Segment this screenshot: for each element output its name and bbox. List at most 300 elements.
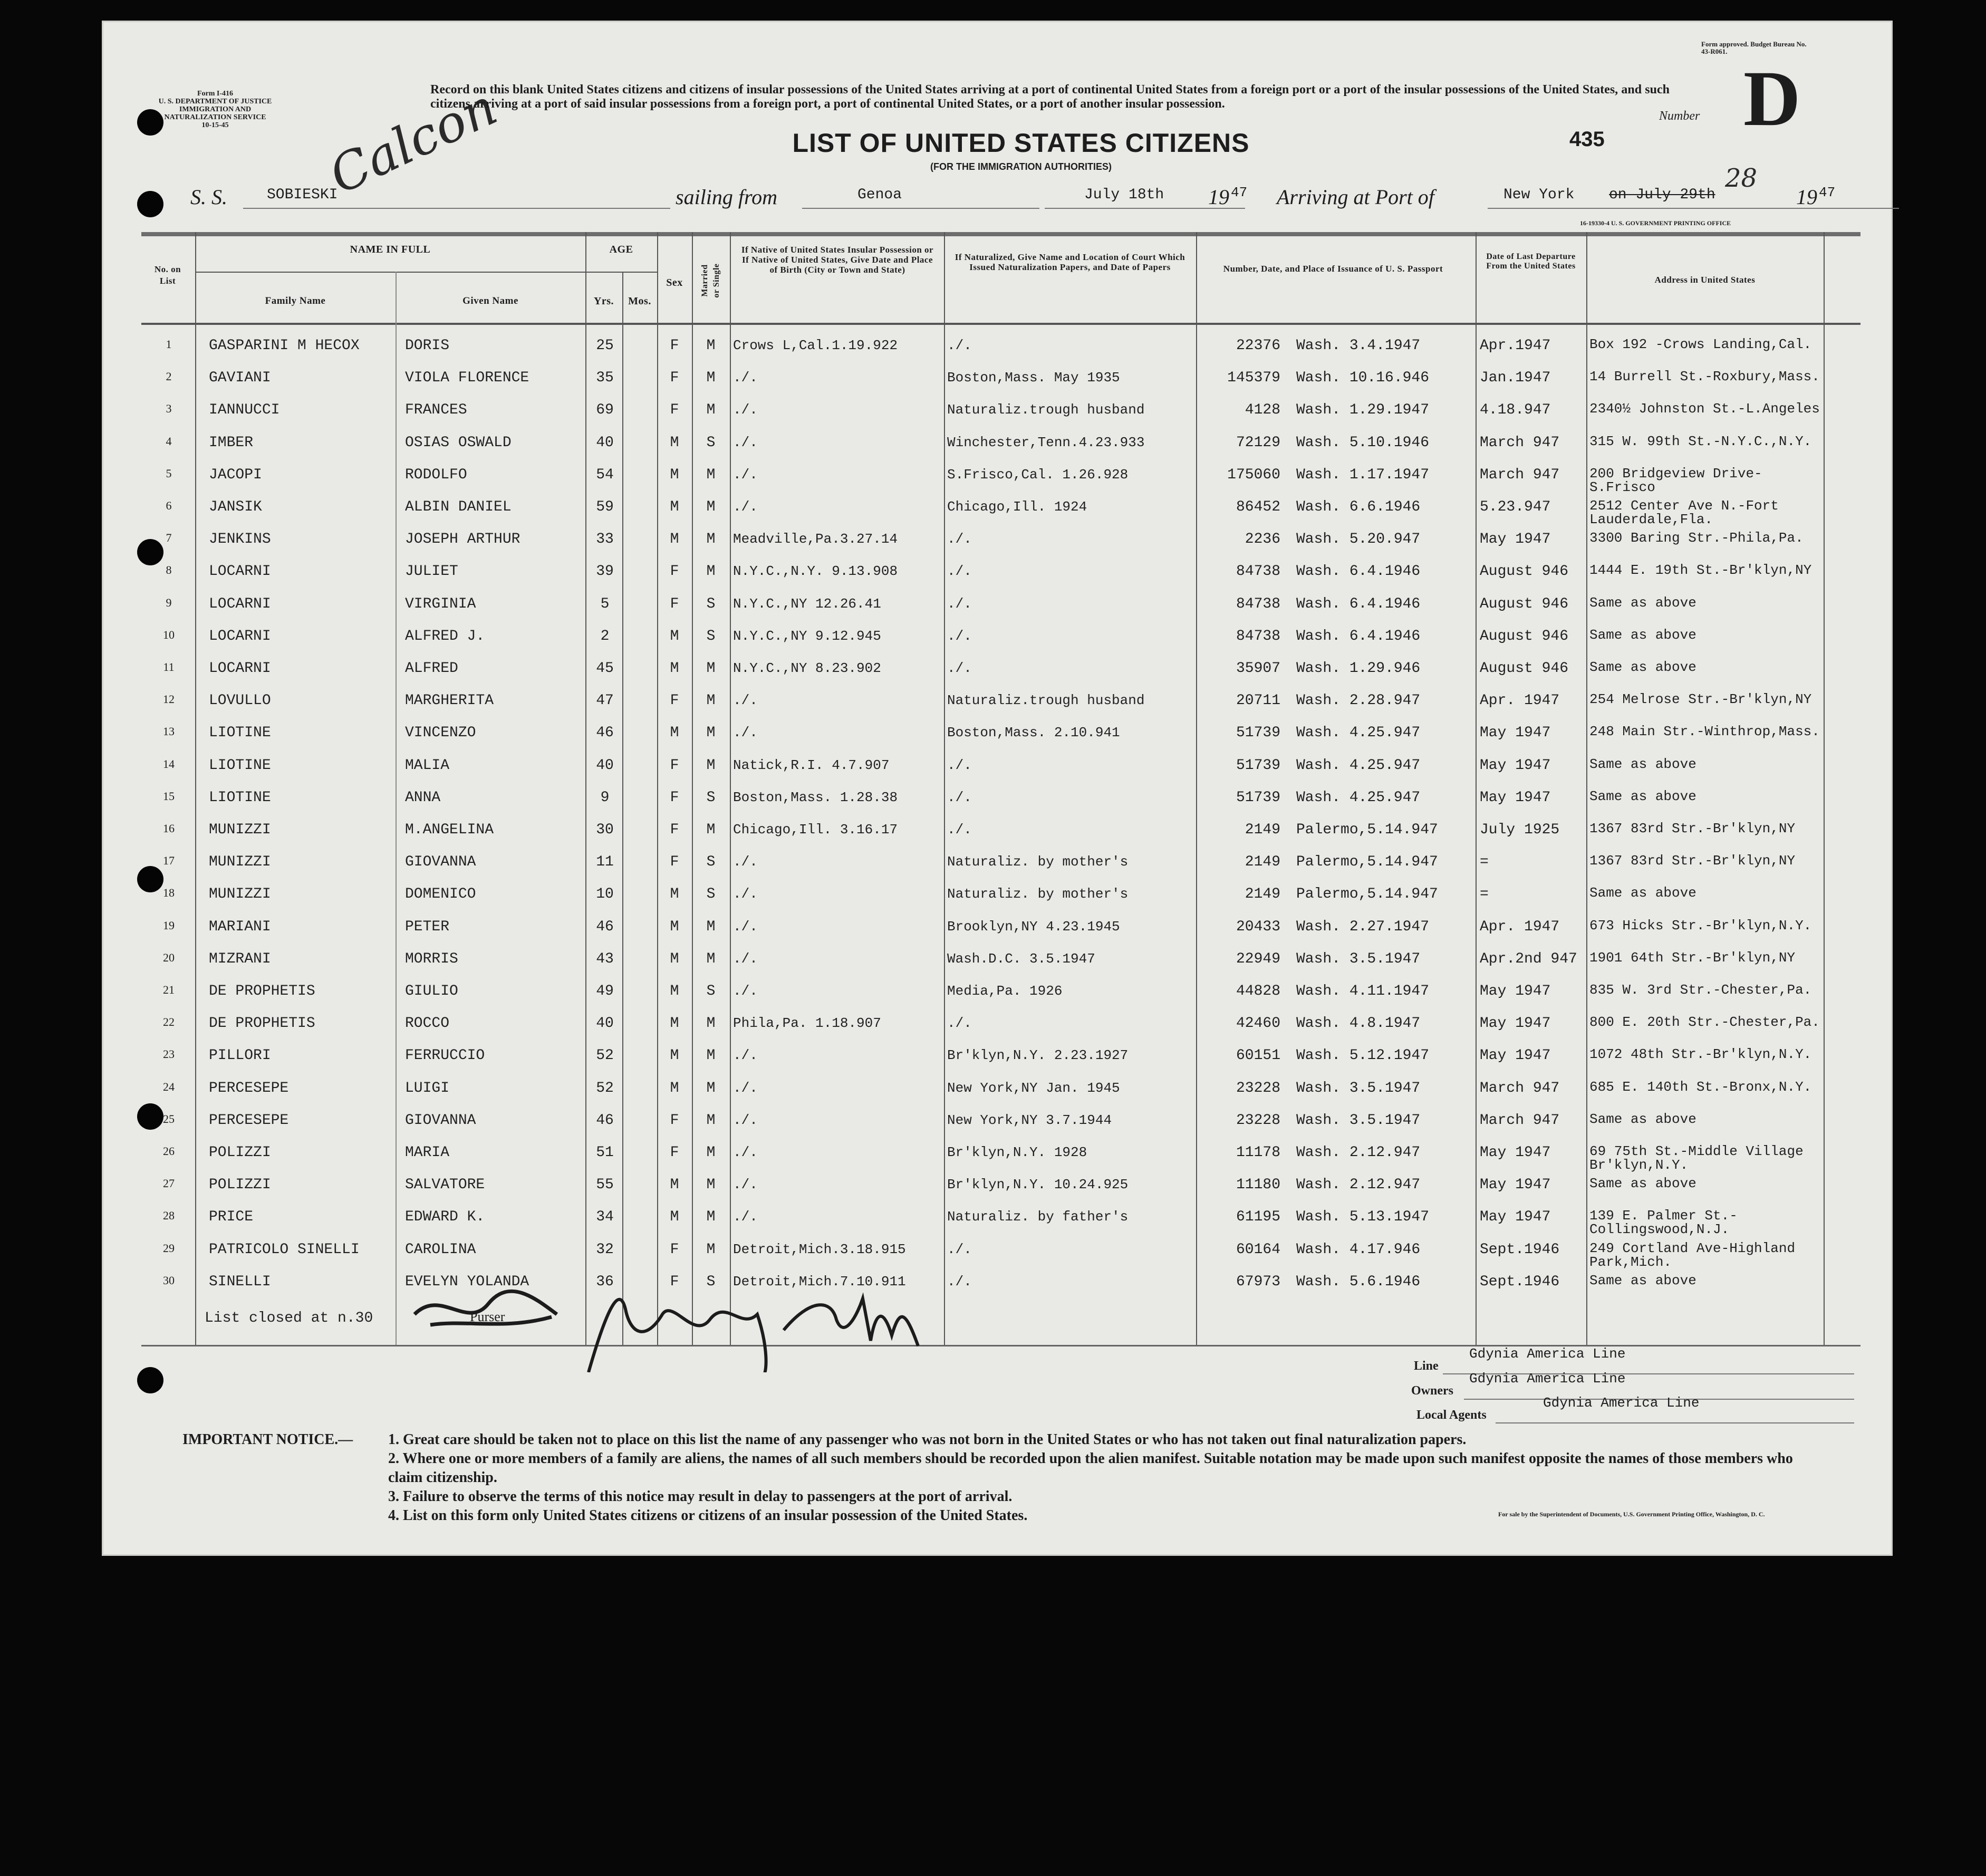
naturalization-info: Brooklyn,NY 4.23.1945 <box>947 918 1120 935</box>
marital-status: S <box>706 854 716 871</box>
sex: M <box>670 499 679 515</box>
birth-info: ./. <box>733 725 758 741</box>
sex: M <box>670 983 679 999</box>
marital-status: M <box>706 466 716 483</box>
row-number: 8 <box>166 563 172 577</box>
passport-issue: Palermo,5.14.947 <box>1296 822 1438 838</box>
family-name: POLIZZI <box>209 1177 271 1194</box>
sex: F <box>670 595 679 612</box>
age-years: 32 <box>596 1241 614 1258</box>
us-address: 139 E. Palmer St.-Collingswood,N.J. <box>1589 1208 1738 1238</box>
sex: M <box>670 1209 679 1226</box>
given-name: GIULIO <box>405 983 458 999</box>
sex: F <box>670 1112 679 1129</box>
marital-status: S <box>706 789 716 806</box>
naturalization-info: Naturaliz. by mother's <box>947 854 1129 870</box>
sex: M <box>670 660 679 677</box>
given-name: VINCENZO <box>405 725 476 742</box>
last-departure: March 947 <box>1480 434 1560 451</box>
us-address: 800 E. 20th Str.-Chester,Pa. <box>1589 1014 1820 1031</box>
family-name: GASPARINI M HECOX <box>209 338 360 354</box>
sex: M <box>670 1080 679 1096</box>
naturalization-info: Naturaliz. by mother's <box>947 886 1129 902</box>
table-row <box>141 655 1860 687</box>
family-name: GAVIANI <box>209 370 271 387</box>
given-name: LUIGI <box>405 1080 450 1096</box>
passport-number: 4128 <box>1245 402 1280 419</box>
given-name: JULIET <box>405 563 458 580</box>
row-number: 15 <box>163 789 175 803</box>
notice-heading: IMPORTANT NOTICE.— <box>182 1431 353 1448</box>
given-name: DORIS <box>405 338 450 354</box>
passport-issue: Wash. 2.12.947 <box>1296 1144 1421 1161</box>
given-name: RODOLFO <box>405 466 467 483</box>
marital-status: M <box>706 531 716 548</box>
row-number: 1 <box>166 338 172 351</box>
passport-number: 23228 <box>1236 1080 1280 1096</box>
passport-number: 145379 <box>1227 370 1280 387</box>
family-name: JENKINS <box>209 531 271 548</box>
marital-status: M <box>706 1209 716 1226</box>
last-departure: August 946 <box>1480 660 1569 677</box>
birth-info: Phila,Pa. 1.18.907 <box>733 1015 881 1032</box>
naturalization-info: Boston,Mass. May 1935 <box>947 370 1120 386</box>
age-years: 49 <box>596 983 614 999</box>
arrival-year-prefix: 19 <box>1796 185 1817 209</box>
age-years: 46 <box>596 725 614 742</box>
us-address: 1072 48th Str.-Br'klyn,N.Y. <box>1589 1046 1812 1063</box>
sex: M <box>670 1177 679 1194</box>
us-address: 200 Bridgeview Drive-S.Frisco <box>1589 465 1762 495</box>
us-address: 685 E. 140th St.-Bronx,N.Y. <box>1589 1079 1812 1095</box>
age-years: 39 <box>596 563 614 580</box>
table-row <box>141 913 1860 946</box>
table-row <box>141 719 1860 752</box>
us-address: 673 Hicks Str.-Br'klyn,N.Y. <box>1589 917 1812 934</box>
passport-number: 11178 <box>1236 1144 1280 1161</box>
list-closed-text: List closed at n.30 <box>205 1310 373 1326</box>
passport-issue: Wash. 6.4.1946 <box>1296 628 1421 644</box>
arrival-year: 47 <box>1819 185 1836 200</box>
passport-issue: Wash. 3.5.1947 <box>1296 1112 1421 1129</box>
given-name: CAROLINA <box>405 1241 476 1258</box>
from-port: Genoa <box>857 187 902 203</box>
age-years: 40 <box>596 1015 614 1032</box>
age-years: 5 <box>600 595 610 612</box>
last-departure: March 947 <box>1480 1080 1560 1096</box>
us-address: 3300 Baring Str.-Phila,Pa. <box>1589 530 1804 546</box>
birth-info: ./. <box>733 1047 758 1064</box>
naturalization-info: ./. <box>947 531 972 547</box>
row-number: 30 <box>163 1273 175 1287</box>
row-number: 13 <box>163 725 175 738</box>
citizens-table <box>141 232 1860 1345</box>
passport-number: 2149 <box>1245 854 1280 871</box>
passport-issue: Wash. 2.27.1947 <box>1296 918 1430 935</box>
age-years: 35 <box>596 370 614 387</box>
family-name: LIOTINE <box>209 757 271 774</box>
last-departure: Sept.1946 <box>1480 1273 1560 1290</box>
naturalization-info: ./. <box>947 660 972 676</box>
punch-hole <box>137 191 163 217</box>
table-row <box>141 784 1860 816</box>
birth-info: ./. <box>733 466 758 483</box>
passport-issue: Wash. 4.11.1947 <box>1296 983 1430 999</box>
header-passport: Number, Date, and Place of Issuance of U. S. Passport <box>1223 264 1443 274</box>
age-years: 46 <box>596 1112 614 1129</box>
row-number: 2 <box>166 370 172 383</box>
row-number: 24 <box>163 1080 175 1093</box>
header-sex: Sex <box>666 277 683 288</box>
manifest-sheet <box>103 22 1891 1554</box>
birth-info: N.Y.C.,N.Y. 9.13.908 <box>733 563 898 580</box>
table-row <box>141 1139 1860 1171</box>
family-name: JANSIK <box>209 499 262 515</box>
last-departure: August 946 <box>1480 563 1569 580</box>
printer-code: 16-19330-4 U. S. GOVERNMENT PRINTING OFFICE <box>1580 219 1731 227</box>
family-name: PATRICOLO SINELLI <box>209 1241 360 1258</box>
table-row <box>141 849 1860 881</box>
given-name: EVELYN YOLANDA <box>405 1273 529 1290</box>
header-age: AGE <box>609 244 633 255</box>
marital-status: M <box>706 757 716 774</box>
naturalization-info: Br'klyn,N.Y. 1928 <box>947 1144 1087 1160</box>
depart-year-prefix: 19 <box>1208 185 1229 209</box>
us-address: 249 Cortland Ave-Highland Park,Mich. <box>1589 1240 1796 1270</box>
last-departure: Jan.1947 <box>1480 370 1551 387</box>
given-name: OSIAS OSWALD <box>405 434 512 451</box>
passport-issue: Wash. 1.29.946 <box>1296 660 1421 677</box>
given-name: MALIA <box>405 757 450 774</box>
last-departure: August 946 <box>1480 628 1569 644</box>
marital-status: M <box>706 1015 716 1032</box>
last-departure: May 1947 <box>1480 725 1551 742</box>
age-years: 25 <box>596 338 614 354</box>
family-name: LOCARNI <box>209 563 271 580</box>
table-row <box>141 461 1860 494</box>
marital-status: M <box>706 499 716 515</box>
naturalization-info: ./. <box>947 1015 972 1032</box>
passport-issue: Wash. 6.4.1946 <box>1296 595 1421 612</box>
sex: M <box>670 725 679 742</box>
marital-status: M <box>706 660 716 677</box>
row-number: 14 <box>163 757 175 771</box>
given-name: GIOVANNA <box>405 1112 476 1129</box>
marital-status: M <box>706 1112 716 1129</box>
given-name: ANNA <box>405 789 441 806</box>
arrival-correction: 28 <box>1725 163 1758 193</box>
passport-number: 51739 <box>1236 789 1280 806</box>
row-number: 10 <box>163 628 175 641</box>
birth-info: ./. <box>733 692 758 709</box>
sex: M <box>670 1015 679 1032</box>
naturalization-info: ./. <box>947 789 972 805</box>
page-number: 435 <box>1569 128 1605 151</box>
age-years: 47 <box>596 692 614 709</box>
family-name: IANNUCCI <box>209 402 280 419</box>
header-naturalized: If Naturalized, Give Name and Location of Court Which Issued Naturalization Papers, and Date of Papers <box>955 252 1185 272</box>
us-address: Same as above <box>1589 788 1696 804</box>
family-name: MUNIZZI <box>209 854 271 871</box>
marital-status: M <box>706 725 716 742</box>
table-row <box>141 816 1860 849</box>
passport-issue: Wash. 1.29.1947 <box>1296 402 1430 419</box>
ship-name: SOBIESKI <box>267 187 338 203</box>
family-name: LOVULLO <box>209 692 271 709</box>
passport-number: 51739 <box>1236 725 1280 742</box>
age-years: 52 <box>596 1047 614 1064</box>
sex: F <box>670 338 679 354</box>
age-years: 59 <box>596 499 614 515</box>
naturalization-info: Naturaliz. by father's <box>947 1209 1129 1225</box>
last-departure: May 1947 <box>1480 789 1551 806</box>
last-departure: Apr. 1947 <box>1480 692 1560 709</box>
owners-value: Gdynia America Line <box>1469 1371 1626 1387</box>
us-address: 1444 E. 19th St.-Br'klyn,NY <box>1589 562 1812 579</box>
passport-issue: Wash. 4.25.947 <box>1296 757 1421 774</box>
us-address: Same as above <box>1589 1176 1696 1192</box>
row-number: 11 <box>163 660 175 674</box>
sex: F <box>670 370 679 387</box>
agents-value: Gdynia America Line <box>1543 1395 1700 1411</box>
given-name: FRANCES <box>405 402 467 419</box>
passport-issue: Wash. 4.25.947 <box>1296 725 1421 742</box>
us-address: 2512 Center Ave N.-Fort Lauderdale,Fla. <box>1589 498 1779 527</box>
last-departure: March 947 <box>1480 466 1560 483</box>
instruction-text: Record on this blank United States citizens and citizens of insular possessions of the United States arriving at a port of continental United States from a foreign port or a port of the insular possessions of the United States, and such citizens arriving at a port of said insular possessions from a foreign port, a port of continental United States, or a port of another insular possession. <box>430 83 1670 111</box>
given-name: DOMENICO <box>405 886 476 903</box>
sex: F <box>670 789 679 806</box>
table-row <box>141 687 1860 719</box>
marital-status: M <box>706 402 716 419</box>
given-name: GIOVANNA <box>405 854 476 871</box>
row-number: 21 <box>163 983 175 996</box>
line-value: Gdynia America Line <box>1469 1346 1626 1362</box>
marital-status: M <box>706 1144 716 1161</box>
passport-number: 67973 <box>1236 1273 1280 1290</box>
family-name: LOCARNI <box>209 595 271 612</box>
naturalization-info: ./. <box>947 628 972 644</box>
given-name: ALBIN DANIEL <box>405 499 512 515</box>
last-departure: August 946 <box>1480 595 1569 612</box>
family-name: LOCARNI <box>209 628 271 644</box>
birth-info: ./. <box>733 854 758 870</box>
notice-item-3: 3. Failure to observe the terms of this notice may result in delay to passengers at the port of arrival. <box>388 1488 1013 1505</box>
naturalization-info: Boston,Mass. 2.10.941 <box>947 725 1120 741</box>
family-name: LIOTINE <box>209 725 271 742</box>
line-label: Line <box>1414 1359 1439 1373</box>
table-row <box>141 1010 1860 1042</box>
row-number: 9 <box>166 595 172 609</box>
row-number: 16 <box>163 822 175 835</box>
header-married-single: Married or Single <box>700 263 721 298</box>
family-name: PERCESEPE <box>209 1080 289 1096</box>
passport-issue: Wash. 4.17.946 <box>1296 1241 1421 1258</box>
naturalization-info: Br'klyn,N.Y. 2.23.1927 <box>947 1047 1129 1064</box>
us-address: 2340½ Johnston St.-L.Angeles <box>1589 401 1820 417</box>
naturalization-info: Wash.D.C. 3.5.1947 <box>947 950 1095 967</box>
row-number: 26 <box>163 1144 175 1158</box>
table-row <box>141 1236 1860 1268</box>
family-name: MUNIZZI <box>209 822 271 838</box>
sailing-label: sailing from <box>676 185 777 209</box>
form-date: 10-15-45 <box>201 121 229 129</box>
service: IMMIGRATION AND NATURALIZATION SERVICE <box>164 105 266 121</box>
passport-issue: Wash. 3.5.1947 <box>1296 1080 1421 1096</box>
passport-number: 2149 <box>1245 822 1280 838</box>
us-address: 1367 83rd Str.-Br'klyn,NY <box>1589 853 1796 869</box>
passport-number: 42460 <box>1236 1015 1280 1032</box>
sex: M <box>670 466 679 483</box>
arrival-date: on July 29th <box>1609 187 1715 203</box>
age-years: 54 <box>596 466 614 483</box>
row-number: 27 <box>163 1177 175 1190</box>
naturalization-info: ./. <box>947 1273 972 1290</box>
passport-number: 2149 <box>1245 886 1280 903</box>
given-name: SALVATORE <box>405 1177 485 1194</box>
row-number: 22 <box>163 1015 175 1029</box>
birth-info: ./. <box>733 370 758 386</box>
handwritten-note: Calcon <box>321 77 506 206</box>
table-row <box>141 1107 1860 1139</box>
passport-number: 175060 <box>1227 466 1280 483</box>
marital-status: M <box>706 1241 716 1258</box>
birth-info: ./. <box>733 434 758 450</box>
table-row <box>141 494 1860 526</box>
given-name: VIOLA FLORENCE <box>405 370 529 387</box>
naturalization-info: ./. <box>947 822 972 838</box>
family-name: MUNIZZI <box>209 886 271 903</box>
family-name: LIOTINE <box>209 789 271 806</box>
passport-number: 22949 <box>1236 950 1280 967</box>
passport-number: 84738 <box>1236 628 1280 644</box>
row-number: 25 <box>163 1112 175 1125</box>
table-row <box>141 978 1860 1010</box>
marital-status: S <box>706 595 716 612</box>
last-departure: Sept.1946 <box>1480 1241 1560 1258</box>
sex: F <box>670 402 679 419</box>
age-years: 52 <box>596 1080 614 1096</box>
table-row <box>141 623 1860 655</box>
naturalization-info: Media,Pa. 1926 <box>947 983 1063 999</box>
sex: M <box>670 1047 679 1064</box>
row-number: 4 <box>166 434 172 448</box>
family-name: PRICE <box>209 1209 254 1226</box>
us-address: Same as above <box>1589 627 1696 643</box>
naturalization-info: Naturaliz.trough husband <box>947 402 1145 418</box>
last-departure: May 1947 <box>1480 1177 1551 1194</box>
last-departure: 5.23.947 <box>1480 499 1551 515</box>
birth-info: ./. <box>733 950 758 967</box>
table-row <box>141 526 1860 558</box>
passport-number: 86452 <box>1236 499 1280 515</box>
marital-status: M <box>706 370 716 387</box>
marital-status: M <box>706 918 716 935</box>
given-name: MARGHERITA <box>405 692 494 709</box>
sex: F <box>670 822 679 838</box>
birth-info: N.Y.C.,NY 12.26.41 <box>733 595 881 612</box>
passport-number: 23228 <box>1236 1112 1280 1129</box>
row-number: 18 <box>163 886 175 900</box>
passport-number: 35907 <box>1236 660 1280 677</box>
naturalization-info: ./. <box>947 563 972 580</box>
table-row <box>141 591 1860 623</box>
age-years: 33 <box>596 531 614 548</box>
depart-date: July 18th <box>1084 187 1164 203</box>
naturalization-info: S.Frisco,Cal. 1.26.928 <box>947 466 1129 483</box>
row-number: 20 <box>163 950 175 964</box>
marital-status: S <box>706 886 716 903</box>
arriving-label: Arriving at Port of <box>1277 185 1434 209</box>
last-departure: May 1947 <box>1480 1015 1551 1032</box>
given-name: FERRUCCIO <box>405 1047 485 1064</box>
arrival-port: New York <box>1503 187 1575 203</box>
sex: F <box>670 563 679 580</box>
birth-info: ./. <box>733 402 758 418</box>
header-given-name: Given Name <box>462 295 518 306</box>
family-name: JACOPI <box>209 466 262 483</box>
number-value: D <box>1743 55 1801 142</box>
marital-status: S <box>706 434 716 451</box>
sex: F <box>670 1273 679 1290</box>
sex: M <box>670 918 679 935</box>
given-name: JOSEPH ARTHUR <box>405 531 520 548</box>
header-family-name: Family Name <box>265 295 326 306</box>
sex: M <box>670 628 679 644</box>
us-address: Same as above <box>1589 594 1696 611</box>
age-years: 45 <box>596 660 614 677</box>
budget-note: Form approved. Budget Bureau No. 43-R061. <box>1701 40 1807 55</box>
last-departure: May 1947 <box>1480 983 1551 999</box>
table-row <box>141 397 1860 429</box>
birth-info: N.Y.C.,NY 8.23.902 <box>733 660 881 676</box>
header-mos: Mos. <box>628 295 651 307</box>
naturalization-info: Chicago,Ill. 1924 <box>947 499 1087 515</box>
sex: F <box>670 1241 679 1258</box>
marital-status: M <box>706 822 716 838</box>
family-name: SINELLI <box>209 1273 271 1290</box>
us-address: Same as above <box>1589 1272 1696 1288</box>
table-row <box>141 946 1860 978</box>
header-address: Address in United States <box>1654 275 1756 285</box>
us-address: Same as above <box>1589 1111 1696 1127</box>
age-years: 34 <box>596 1209 614 1226</box>
age-years: 40 <box>596 757 614 774</box>
notice-item-4: 4. List on this form only United States citizens or citizens of an insular possession of the United States. <box>388 1507 1028 1524</box>
us-address: 1367 83rd Str.-Br'klyn,NY <box>1589 821 1796 836</box>
naturalization-info: ./. <box>947 1241 972 1257</box>
form-title: LIST OF UNITED STATES CITIZENS <box>792 128 1250 158</box>
table-row <box>141 1204 1860 1236</box>
age-years: 11 <box>596 854 614 871</box>
us-address: 254 Melrose Str.-Br'klyn,NY <box>1589 691 1812 708</box>
birth-info: ./. <box>733 1177 758 1193</box>
age-years: 55 <box>596 1177 614 1194</box>
family-name: PERCESEPE <box>209 1112 289 1129</box>
row-number: 23 <box>163 1047 175 1061</box>
agents-label: Local Agents <box>1416 1408 1487 1422</box>
passport-number: 44828 <box>1236 983 1280 999</box>
age-years: 69 <box>596 402 614 419</box>
marital-status: S <box>706 983 716 999</box>
passport-issue: Wash. 5.10.1946 <box>1296 434 1430 451</box>
table-row <box>141 1171 1860 1204</box>
sex: F <box>670 692 679 709</box>
header-no-on-list: No. on List <box>154 264 181 286</box>
row-number: 12 <box>163 692 175 706</box>
form-subtitle: (FOR THE IMMIGRATION AUTHORITIES) <box>930 161 1112 172</box>
age-years: 2 <box>600 628 610 644</box>
